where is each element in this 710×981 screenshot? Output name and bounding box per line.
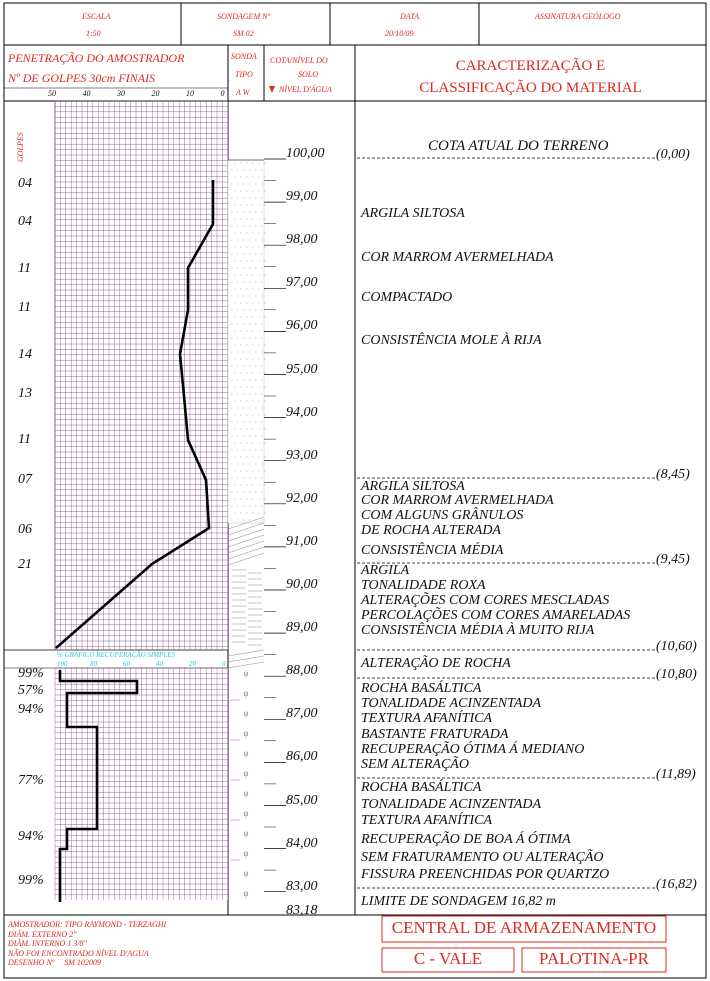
layer-line: COMPACTADO bbox=[361, 290, 453, 305]
elevation-value: 89,00 bbox=[286, 620, 318, 636]
scale-tick: 10 bbox=[186, 89, 194, 98]
elevation-value: 100,00 bbox=[286, 146, 325, 161]
layer-boundary: (8,45) bbox=[656, 467, 690, 482]
sondagem-label: SONDAGEM Nº bbox=[217, 12, 270, 21]
layer-line: PERCOLAÇÕES COM CORES AMARELADAS bbox=[361, 608, 631, 623]
layer-line: LIMITE DE SONDAGEM 16,82 m bbox=[361, 894, 556, 909]
layer-line: CONSISTÊNCIA MÉDIA À MUITO RIJA bbox=[361, 623, 595, 638]
escala-value: 1:50 bbox=[86, 29, 101, 38]
layer-line: COR MARROM AVERMELHADA bbox=[361, 493, 554, 508]
recup-tick: 80 bbox=[90, 660, 97, 668]
scale-tick: 20 bbox=[151, 89, 160, 98]
sondagem-value: SM 02 bbox=[233, 29, 254, 38]
layer-line: ALTERAÇÃO DE ROCHA bbox=[361, 656, 511, 671]
layer-line: COM ALGUNS GRÂNULOS bbox=[361, 508, 524, 523]
tipo-label: TIPO bbox=[235, 70, 253, 79]
amostrador-note: AMOSTRADOR: TIPO RAYMOND - TERZAGHI bbox=[8, 920, 167, 929]
svg-text:ψ: ψ bbox=[243, 849, 249, 858]
elevation-value: 83,00 bbox=[286, 878, 318, 894]
water-level-marker-icon bbox=[269, 86, 275, 93]
layer-line: TEXTURA AFANÍTICA bbox=[361, 813, 493, 828]
palotina-title: PALOTINA-PR bbox=[539, 949, 649, 968]
golpes-value: 21 bbox=[18, 557, 32, 572]
elevation-value: 83,18 bbox=[286, 903, 318, 918]
elevation-value: 85,00 bbox=[286, 792, 318, 808]
svg-text:ψ: ψ bbox=[243, 809, 249, 818]
elevation-value: 95,00 bbox=[286, 361, 318, 377]
scale-tick: 40 bbox=[82, 89, 91, 98]
svg-text:ψ: ψ bbox=[243, 729, 249, 738]
layer-line: TONALIDADE ACINZENTADA bbox=[361, 797, 542, 812]
layer-line: DE ROCHA ALTERADA bbox=[361, 523, 501, 538]
elevation-value: 97,00 bbox=[286, 275, 318, 291]
layer-line: TEXTURA AFANÍTICA bbox=[361, 711, 493, 726]
svg-text:ψ: ψ bbox=[243, 869, 249, 878]
elevation-value: 90,00 bbox=[286, 577, 318, 592]
classif-title: CLASSIFICAÇÃO DO MATERIAL bbox=[419, 80, 642, 96]
elevation-value: 93,00 bbox=[286, 447, 318, 463]
data-value: 20/10/09 bbox=[385, 29, 414, 38]
layer-line: BASTANTE FRATURADA bbox=[361, 727, 509, 742]
golpes-value: 13 bbox=[18, 386, 32, 401]
recup-tick: 20 bbox=[189, 660, 196, 668]
footer-notes bbox=[8, 920, 166, 968]
svg-text:ψ: ψ bbox=[243, 669, 249, 678]
elevation-value: 86,00 bbox=[286, 749, 318, 765]
golpes-value: 06 bbox=[18, 522, 32, 537]
layer-line: SEM FRATURAMENTO OU ALTERAÇÃO bbox=[361, 850, 604, 865]
layer-line: ROCHA BASÁLTICA bbox=[361, 681, 482, 696]
layer-line: ARGILA SILTOSA bbox=[361, 206, 465, 221]
recup-tick: 100 bbox=[57, 660, 68, 668]
penetration-grid bbox=[55, 101, 228, 650]
svg-text:ψ: ψ bbox=[243, 749, 249, 758]
elevation-value: 98,00 bbox=[286, 232, 318, 248]
layer-boundary: (9,45) bbox=[656, 552, 690, 567]
cota-label: COTA/NÍVEL DO bbox=[270, 56, 328, 65]
layer-boundary: (10,80) bbox=[656, 667, 697, 682]
scale-tick: 30 bbox=[117, 89, 125, 98]
svg-text:ψ: ψ bbox=[243, 789, 249, 798]
data-label: DATA bbox=[400, 12, 420, 21]
svg-text:ψ: ψ bbox=[243, 709, 249, 718]
elevation-value: 91,00 bbox=[286, 533, 318, 549]
desenho-note bbox=[8, 958, 166, 968]
layer-line: CONSISTÊNCIA MÉDIA bbox=[361, 543, 504, 558]
elevation-value: 88,00 bbox=[286, 663, 318, 679]
cvale-title: C - VALE bbox=[413, 949, 483, 968]
layer-boundary: (11,89) bbox=[656, 767, 696, 782]
elevation-value: 92,00 bbox=[286, 490, 318, 506]
layer-line: CONSISTÊNCIA MOLE À RIJA bbox=[361, 333, 542, 348]
svg-text:ψ: ψ bbox=[243, 889, 249, 898]
scale-tick: 50 bbox=[48, 89, 56, 98]
desenho-value: SM 102009 bbox=[64, 958, 101, 967]
golpes-value: 14 bbox=[18, 347, 32, 362]
recup-tick: 0 bbox=[222, 660, 226, 668]
layer-line: ALTERAÇÕES COM CORES MESCLADAS bbox=[361, 593, 610, 608]
golpes-vertical-label: GOLPES bbox=[16, 132, 25, 162]
diam-ext-note: DIÂM. EXTERNO 2" bbox=[8, 929, 77, 939]
soil-profile-column bbox=[228, 160, 265, 898]
desenho-label: DESENHO Nº bbox=[8, 958, 55, 967]
golpes-value: 04 bbox=[18, 214, 32, 229]
aw-label: A W bbox=[236, 88, 250, 97]
penetracao-title: PENETRAÇÃO DO AMOSTRADOR bbox=[8, 51, 185, 65]
layer-line: RECUPERAÇÃO ÓTIMA Á MEDIANO bbox=[361, 742, 585, 757]
elevation-value: 96,00 bbox=[286, 318, 318, 334]
layer-line: ROCHA BASÁLTICA bbox=[361, 780, 482, 795]
svg-text:ψ: ψ bbox=[243, 689, 249, 698]
layer-line: COR MARROM AVERMELHADA bbox=[361, 250, 554, 265]
elevation-ticks bbox=[264, 159, 286, 892]
solo-label: SOLO bbox=[298, 70, 319, 79]
central-title: CENTRAL DE ARMAZENAMENTO bbox=[391, 918, 657, 937]
diam-int-note: DIÂM. INTERNO 1 3/8" bbox=[8, 939, 87, 948]
layer-line: FISSURA PREENCHIDAS POR QUARTZO bbox=[361, 867, 610, 882]
svg-text:ψ: ψ bbox=[243, 829, 249, 838]
assinatura-label: ASSINATURA GEÓLOGO bbox=[535, 12, 621, 21]
layer-line: ARGILA SILTOSA bbox=[361, 479, 465, 494]
elevation-value: 94,00 bbox=[286, 404, 318, 420]
golpes-value: 04 bbox=[18, 176, 32, 191]
carac-title: CARACTERIZAÇÃO E bbox=[455, 58, 606, 74]
recuperacao-value: 94% bbox=[18, 829, 44, 844]
elevation-value: 99,00 bbox=[286, 189, 318, 205]
escala-label: ESCALA bbox=[82, 12, 111, 21]
golpes-value: 11 bbox=[18, 432, 31, 447]
layer-line: TONALIDADE ROXA bbox=[361, 578, 486, 593]
recuperacao-value: 94% bbox=[18, 702, 44, 717]
recuperacao-value: 99% bbox=[18, 666, 44, 681]
svg-text:ψ: ψ bbox=[243, 769, 249, 778]
recup-label: % GRÁFICO RECUPERAÇÃO SIMPLES bbox=[57, 651, 176, 659]
recuperacao-value: 57% bbox=[18, 683, 44, 698]
recuperacao-value: 77% bbox=[18, 773, 44, 788]
golpes-value: 11 bbox=[18, 300, 31, 315]
layer-boundary: (0,00) bbox=[656, 147, 690, 162]
layer-line: RECUPERAÇÃO DE BOA Á ÓTIMA bbox=[361, 832, 571, 847]
elevation-value: 84,00 bbox=[286, 835, 318, 851]
recovery-grid bbox=[55, 668, 228, 900]
golpes-title: Nº DE GOLPES 30cm FINAIS bbox=[8, 71, 156, 85]
scale-tick: 0 bbox=[220, 89, 225, 98]
nivel-note: NÃO FOI ENCONTRADO NÍVEL D'AGUA bbox=[8, 948, 149, 958]
golpes-vertical-wrap bbox=[4, 110, 54, 170]
golpes-value: 07 bbox=[18, 472, 32, 487]
sonda-label: SONDA bbox=[231, 52, 257, 61]
layer-line: SEM ALTERAÇÃO bbox=[361, 757, 469, 772]
golpes-value: 11 bbox=[18, 261, 31, 276]
nivel-agua-label: NÍVEL D'ÁGUA bbox=[279, 85, 332, 94]
layer-boundary: (16,82) bbox=[656, 877, 697, 892]
recuperacao-value: 99% bbox=[18, 873, 44, 888]
recup-tick: 40 bbox=[156, 660, 163, 668]
layer-line: COTA ATUAL DO TERRENO bbox=[428, 138, 609, 154]
layer-line: ARGILA bbox=[361, 563, 410, 578]
recup-tick: 60 bbox=[123, 660, 130, 668]
layer-boundary: (10,60) bbox=[656, 639, 697, 654]
elevation-value: 87,00 bbox=[286, 706, 318, 722]
layer-line: TONALIDADE ACINZENTADA bbox=[361, 696, 542, 711]
